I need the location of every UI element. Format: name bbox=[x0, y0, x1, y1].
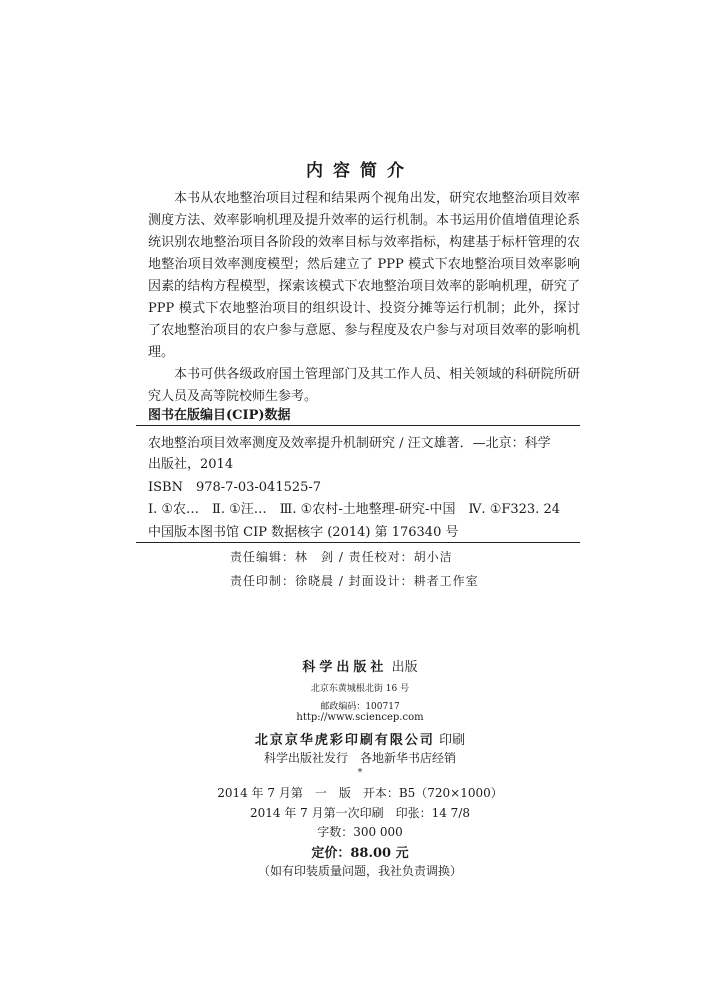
summary-title: 内容简介 bbox=[306, 161, 414, 181]
cip-record: 中国版本图书馆 CIP 数据核字 (2014) 第 176340 号 bbox=[148, 525, 459, 540]
credits-editors: 责任编辑：林 剑 / 责任校对：胡小洁 bbox=[230, 550, 453, 564]
publisher-postcode: 邮政编码：100717 bbox=[320, 702, 400, 712]
cip-heading: 图书在版编目(CIP)数据 bbox=[148, 408, 291, 423]
quality-notice: （如有印装质量问题，我社负责调换） bbox=[257, 864, 462, 878]
printer-suffix: 印刷 bbox=[439, 733, 466, 748]
cip-title-line: 农地整治项目效率测度及效率提升机制研究 / 汪文雄著．—北京：科学 bbox=[148, 436, 551, 451]
summary-paragraph: 本书可供各级政府国土管理部门及其工作人员、相关领域的科研院所研究人员及高等院校师生参考。 bbox=[148, 367, 580, 404]
printer-line bbox=[0, 729, 720, 748]
summary-body bbox=[148, 188, 580, 408]
publisher-suffix: 出版 bbox=[391, 660, 418, 675]
edition-line: 2014 年 7 月第 一 版 开本：B5（720×1000） bbox=[217, 786, 503, 800]
publisher-line bbox=[0, 656, 720, 675]
word-count: 字数：300 000 bbox=[317, 825, 403, 839]
cip-classification: Ⅰ. ①农… Ⅱ. ①汪… Ⅲ. ①农村-土地整理-研究-中国 Ⅳ. ①F323. 24 bbox=[148, 502, 560, 517]
printer-name: 北京京华虎彩印刷有限公司 bbox=[254, 733, 435, 748]
publisher-url: http://www.sciencep.com bbox=[296, 712, 424, 723]
price-line bbox=[0, 842, 720, 861]
separator-star: * bbox=[357, 768, 363, 778]
price-label: 定价： bbox=[311, 846, 351, 861]
printing-line: 2014 年 7 月第一次印刷 印张：14 7/8 bbox=[249, 806, 470, 820]
price-value: 88.00 元 bbox=[350, 846, 409, 861]
credits-production: 责任印制：徐晓晨 / 封面设计：耕者工作室 bbox=[230, 574, 479, 588]
summary-paragraph: 本书从农地整治项目过程和结果两个视角出发，研究农地整治项目效率测度方法、效率影响机理及提升效率的运行机制。本书运用价值增值理论系统识别农地整治项目各阶段的效率目标与效率指标，构建基于标杆管理的农地整治项目效率测度模型；然后建立了 PPP 模式下农地整治项目效率影响因素的结构方程模型，探索该模式下农地整治项目效率的影响机理，研究了 PPP 模式下农地整治项目的组织设计、投资分摊等运行机制；此外，探讨了农地整治项目的农户参与意愿、参与程度及农户参与对项目效率的影响机理。 bbox=[148, 191, 580, 360]
cip-publisher-line: 出版社，2014 bbox=[148, 457, 234, 472]
cip-isbn: ISBN 978-7-03-041525-7 bbox=[148, 480, 322, 495]
publisher-address: 北京东黄城根北街 16 号 bbox=[310, 684, 410, 694]
distribution-line: 科学出版社发行 各地新华书店经销 bbox=[263, 751, 456, 765]
publisher-name: 科学出版社 bbox=[302, 660, 388, 675]
